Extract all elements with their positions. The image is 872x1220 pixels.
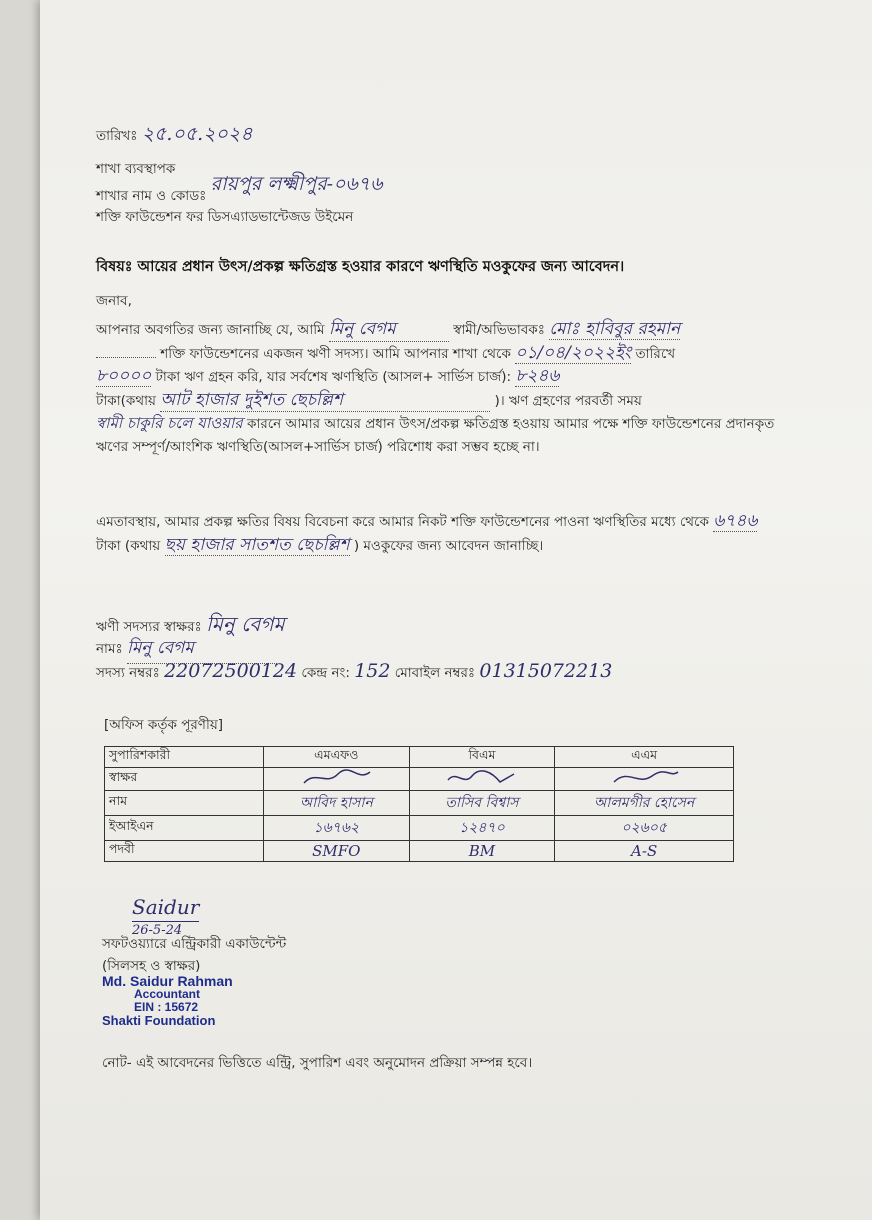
seal-note: (সিলসহ ও স্বাক্ষর) (102, 958, 201, 974)
footer-note: নোট- এই আবেদনের ভিত্তিতে এন্ট্রি, সুপারিশ এবং অনুমোদন প্রক্রিয়া সম্পন্ন হবে। (102, 1055, 533, 1071)
designation-cell: BM (409, 841, 555, 862)
header-cell: সুপারিশকারী (105, 747, 264, 768)
paragraph-2: এমতাবস্থায়, আমার প্রকল্প ক্ষতির বিষয় বিবেচনা করে আমার নিকট শক্তি ফাউন্ডেশনের পাওনা ঋণস্থিতির মধ্যে থেকে ৬৭৪৬ টাকা (কথায় ছয় হাজার সাতশত ছেচল্লিশ ) মওকুফের জন্য আবেদন জানাচ্ছি। (96, 511, 758, 555)
name-cell: আলমগীর হোসেন (555, 791, 734, 816)
signature-cell (409, 768, 555, 791)
branch-value: রায়পুর লক্ষ্মীপুর-০৬৭৬ (210, 173, 383, 195)
subject-line: বিষয়ঃ আয়ের প্রধান উৎস/প্রকল্প ক্ষতিগ্রস্ত হওয়ার কারণে ঋণস্থিতি মওকুফের জন্য আবেদন। (96, 259, 625, 275)
manager-label: শাখা ব্যবস্থাপক (96, 161, 176, 177)
table-header-row (105, 747, 734, 768)
signature-mfo-icon (296, 768, 376, 787)
signature-cell (555, 768, 734, 791)
member-name-line: নামঃ মিনু বেগম (96, 635, 277, 664)
member-name: মিনু বেগম (127, 635, 277, 664)
row-label: পদবী (105, 841, 264, 862)
org-line: শক্তি ফাউন্ডেশন ফর ডিসএ্যাডভান্টেজড উইমেন (96, 209, 354, 225)
branch-line: শাখার নাম ও কোডঃ রায়পুর লক্ষ্মীপুর-০৬৭৬ (96, 173, 383, 204)
ein-cell: ১৬৭৬২ (264, 816, 410, 841)
office-table (104, 746, 734, 862)
loss-reason: স্বামী চাকুরি চলে যাওয়ার (96, 414, 243, 432)
mobile-number: 01315072213 (479, 660, 613, 682)
table-row (105, 791, 734, 816)
member-sign-line: ঋণী সদস্যর স্বাক্ষরঃ মিনু বেগম (96, 612, 285, 636)
header-cell: এমএফও (264, 747, 410, 768)
waiver-amount: ৬৭৪৬ (713, 511, 758, 531)
guardian-name: মোঃ হাবিবুর রহমান (549, 319, 681, 339)
header-cell: এএম (555, 747, 734, 768)
date-value: ২৫.০৫.২০২৪ (141, 123, 253, 145)
designation-cell: SMFO (264, 841, 410, 862)
office-label: [অফিস কর্তৃক পূরণীয়] (104, 717, 224, 733)
row-label: ইআইএন (105, 816, 264, 841)
member-number: 22072500124 (164, 660, 298, 682)
signature-am-icon (604, 768, 684, 787)
waiver-words: ছয় হাজার সাতশত ছেচল্লিশ (164, 534, 350, 555)
signature-bm-icon (442, 768, 522, 787)
row-label: নাম (105, 791, 264, 816)
member-signature: মিনু বেগম (206, 612, 285, 636)
name-cell: আবিদ হাসান (264, 791, 410, 816)
loan-date: ০১/০৪/২০২২ইং (515, 342, 632, 363)
applicant-name: মিনু বেগম (329, 318, 449, 342)
accountant-sign-date: 26-5-24 (132, 921, 199, 938)
table-row (105, 816, 734, 841)
date-line: তারিখঃ ২৫.০৫.২০২৪ (96, 123, 253, 145)
table-row (105, 768, 734, 791)
signature-cell (264, 768, 410, 791)
designation-cell: A-S (555, 841, 734, 862)
salutation: জনাব, (96, 293, 132, 309)
member-number-line: সদস্য নম্বরঃ 22072500124 কেন্দ্র নং: 152 মোবাইল নম্বরঃ 01315072213 (96, 660, 613, 682)
accountant-signature-block (132, 895, 199, 938)
outstanding-amount: ৮২৪৬ (515, 366, 560, 386)
name-cell: তাসিব বিশ্বাস (409, 791, 555, 816)
accountant-signature: Saidur (132, 895, 200, 919)
header-cell: বিএম (409, 747, 555, 768)
ein-cell: ১২৪৭০ (409, 816, 555, 841)
accountant-stamp: Md. Saidur Rahman Accountant EIN : 15672 Shakti Foundation (102, 973, 233, 1028)
center-number: 152 (354, 660, 391, 682)
table-row (105, 841, 734, 862)
ein-cell: ০২৬০৫ (555, 816, 734, 841)
paragraph-1: আপনার অবগতির জন্য জানাচ্ছি যে, আমি মিনু বেগম স্বামী/অভিভাবকঃ মোঃ হাবিবুর রহমান শক্তি ফাউন্ডেশনের একজন ঋণী সদস্য। আমি আপনার শাখা থেকে ০১/০৪/২০২২ইং তারিখে ৮০০০০ টাকা ঋণ গ্রহন করি, যার সর্বশেষ ঋণস্থিতি (আসল+ সার্ভিস চার্জ): ৮২৪৬ টাকা(কথায় আট হাজার দুইশত ছেচল্লিশ )। ঋণ গ্রহণের পরবর্তী সময় স্বামী চাকুরি চলে যাওয়ার কারনে আমার আয়ের প্রধান উৎস/প্রকল্প ক্ষতিগ্রস্ত হওয়ায় আমার পক্ষে শক্তি ফাউন্ডেশনের প্রদানকৃত ঋণের সম্পূর্ণ/আংশিক ঋণস্থিতি(আসল+সার্ভিস চার্জ) পরিশোধ করা সম্ভব হচ্ছে না। (96, 319, 775, 455)
accountant-role: সফটওয়্যারে এন্ট্রিকারী একাউন্টেন্ট (102, 936, 287, 952)
outstanding-words: আট হাজার দুইশত ছেচল্লিশ (160, 389, 490, 413)
row-label: স্বাক্ষর (105, 768, 264, 791)
loan-amount: ৮০০০০ (96, 366, 152, 386)
